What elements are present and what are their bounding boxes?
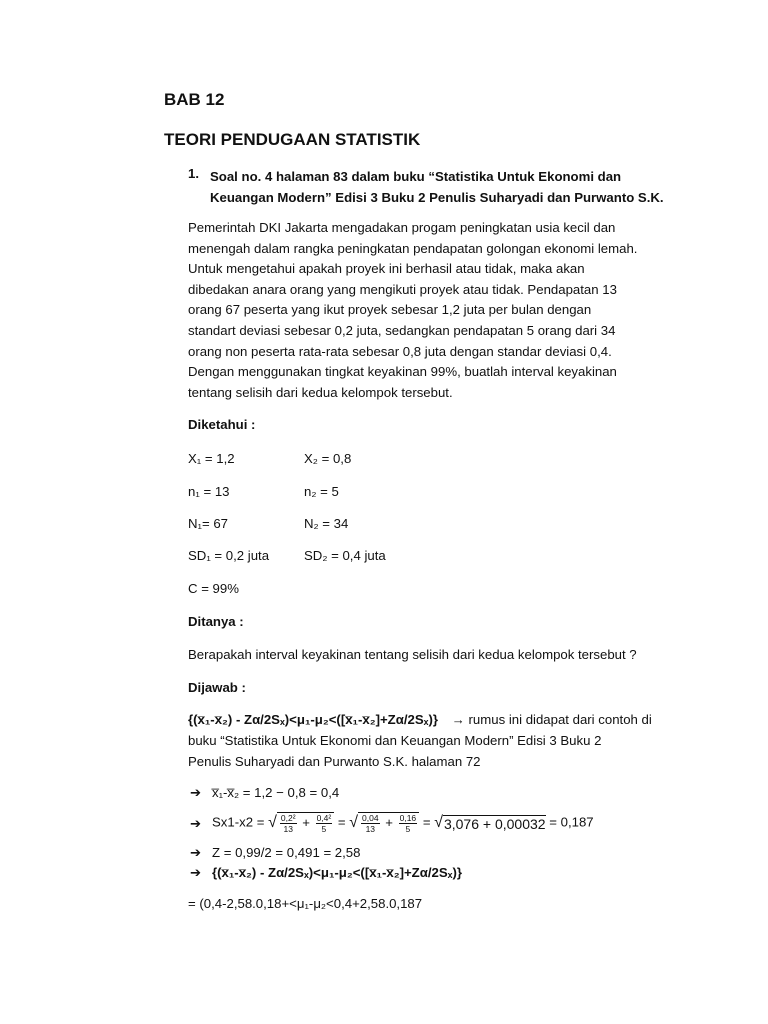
bullet-arrow-icon: ➔ — [190, 865, 202, 880]
right-arrow-icon: → — [451, 712, 465, 727]
problem-line: dibedakan anara orang yang mengikuti proyek atau tidak. Pendapatan 13 — [188, 281, 617, 297]
problem-line: Dengan menggunakan tingkat keyakinan 99%, buatlah interval keyakinan — [188, 364, 617, 380]
known-sd2: SD₂ = 0,4 juta — [304, 548, 386, 563]
formula-note: rumus ini didapat dari contoh di — [468, 712, 652, 727]
sqrt-group: $\frac{0,04}{13}$ + $\frac{0,16}{5}$ — [358, 812, 419, 834]
chapter-heading: BAB 12 — [164, 90, 225, 109]
known-confidence: C = 99% — [188, 581, 239, 596]
step-text: {(x̅₁-x̅₂) - Zα/2Sₓ)<μ₁-μ₂<([x̅₁-x̅₂]+Zα/2Sₓ)} — [212, 865, 462, 880]
item-reference-line: Keuangan Modern” Edisi 3 Buku 2 Penulis Suharyadi dan Purwanto S.K. — [210, 190, 664, 205]
problem-line: orang 67 peserta yang ikut proyek sebesar 1,2 juta per bulan dengan — [188, 302, 592, 318]
source-line: buku “Statistika Untuk Ekonomi dan Keuangan Modern” Edisi 3 Buku 2 — [188, 733, 602, 748]
step-text: Z = 0,99/2 = 0,491 = 2,58 — [212, 845, 361, 860]
step-z-value — [190, 845, 361, 861]
asked-question: Berapakah interval keyakinan tentang selisih dari kedua kelompok tersebut ? — [188, 647, 637, 662]
bullet-arrow-icon: ➔ — [190, 816, 202, 831]
problem-line: tentang selisih dari kedua kelompok tersebut. — [188, 384, 453, 400]
sqrt-group: $\frac{\text{0,2²}}{13}$ + $\frac{\text{0,4²}}{5}$ — [277, 812, 334, 834]
sqrt-icon: √ — [349, 814, 359, 831]
formula-line — [188, 710, 652, 731]
item-reference — [210, 166, 664, 208]
asked-heading: Ditanya : — [188, 614, 244, 629]
item-reference-line: Soal no. 4 halaman 83 dalam buku “Statistika Untuk Ekonomi dan — [210, 169, 622, 184]
problem-line: Pemerintah DKI Jakarta mengadakan progam peningkatan usia kecil dan — [188, 220, 616, 235]
problem-line: standart deviasi sebesar 0,2 juta, sedangkan pendapatan 5 orang dari 34 — [188, 322, 616, 338]
known-N1: N₁= 67 — [188, 516, 229, 531]
problem-paragraph — [188, 218, 688, 403]
answer-heading: Dijawab : — [188, 680, 246, 695]
fraction — [316, 813, 333, 834]
fraction — [280, 813, 297, 834]
fraction-denominator: 13 — [365, 824, 376, 834]
known-x1: X₁ = 1,2 — [188, 451, 235, 466]
fraction-numerator: 0,16 — [399, 813, 417, 823]
known-n2: n₂ = 5 — [304, 484, 339, 499]
step-expression: Sx1-x2 = √ $\frac{\text{0,2²}}{13}$ + $\frac{\text{0,4²}}{5}$ = √ $\frac{0,04}{13}$ + $\frac{0,16}{5}$ = √3,076 + 0,00032 = 0,187 — [212, 813, 594, 834]
se-label: Sx1-x2 = — [212, 814, 265, 830]
sqrt-icon: √ — [434, 814, 443, 831]
known-heading: Diketahui : — [188, 417, 256, 432]
fraction-denominator: 5 — [405, 824, 411, 834]
item-number: 1. — [188, 166, 199, 181]
fraction-numerator: 0,2² — [280, 813, 296, 823]
radicand: 3,076 + 0,00032 — [443, 815, 546, 832]
se-result: = 0,187 — [549, 814, 594, 830]
final-interval: = (0,4-2,58.0,18+<μ₁-μ₂<0,4+2,58.0,187 — [188, 896, 423, 911]
problem-line: orang non peserta rata-rata sebesar 0,8 juta dengan standar deviasi 0,4. — [188, 343, 612, 359]
step-text: x̅₁-x̅₂ = 1,2 − 0,8 = 0,4 — [212, 785, 340, 800]
sqrt-icon: √ — [268, 814, 277, 831]
known-sd1: SD₁ = 0,2 juta — [188, 548, 270, 563]
fraction-numerator: 0,4² — [316, 813, 332, 823]
fraction-denominator: 13 — [283, 824, 293, 834]
page-title: TEORI PENDUGAAN STATISTIK — [164, 130, 421, 149]
fraction-denominator: 5 — [321, 824, 327, 834]
problem-line: Untuk mengetahui apakah proyek ini berhasil atau tidak, maka akan — [188, 261, 585, 277]
problem-line: menengah dalam rangka peningkatan pendapatan golongan ekonomi lemah. — [188, 240, 638, 256]
fraction — [361, 813, 380, 834]
source-line: Penulis Suharyadi dan Purwanto S.K. halaman 72 — [188, 754, 481, 769]
bullet-arrow-icon: ➔ — [190, 845, 202, 860]
known-N2: N₂ = 34 — [304, 516, 349, 531]
known-x2: X₂ = 0,8 — [304, 451, 352, 466]
bullet-arrow-icon: ➔ — [190, 785, 202, 800]
formula: {(x̅₁-x̅₂) - Zα/2Sₓ)<μ₁-μ₂<([x̅₁-x̅₂]+Zα/2Sₓ)} — [188, 712, 438, 727]
known-n1: n₁ = 13 — [188, 484, 230, 499]
step-difference — [190, 785, 340, 801]
fraction-numerator: 0,04 — [362, 813, 379, 823]
fraction — [399, 813, 418, 834]
step-formula — [190, 865, 462, 881]
